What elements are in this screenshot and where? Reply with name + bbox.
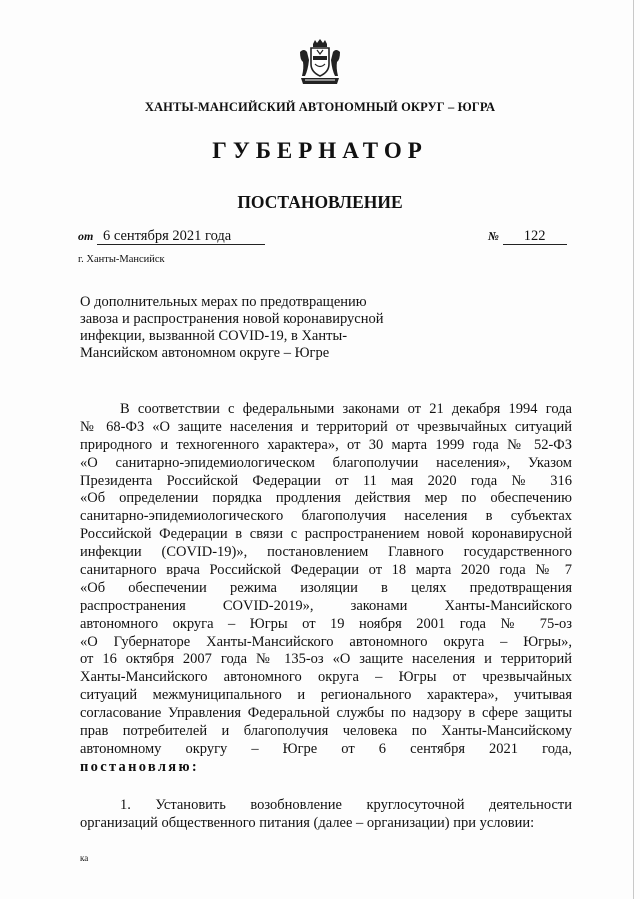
- preamble-line: прав потребителей и благополучия человека по Ханты-Мансийскому: [80, 723, 572, 740]
- preamble-line: санитарного врача Российской Федерации от 18 марта 2020 года № 7: [80, 562, 572, 579]
- decree-type: ПОСТАНОВЛЕНИЕ: [237, 192, 403, 212]
- paragraph-gap: [80, 777, 572, 797]
- footer-mark: ка: [80, 853, 89, 863]
- coat-of-arms-icon: [295, 38, 345, 88]
- preamble-line: № 68-ФЗ «О защите населения и территорий от чрезвычайных ситуаций: [80, 418, 572, 435]
- decree-number: [488, 228, 567, 245]
- subject-line: О дополнительных мерах по предотвращению: [80, 294, 367, 310]
- preamble-line: природного и техногенного характера», от 30 марта 1999 года № 52-ФЗ: [80, 436, 572, 453]
- preamble-line: согласование Управления Федеральной службы по надзору в сфере защиты: [80, 705, 572, 722]
- date-value: 6 сентября 2021 года: [97, 228, 265, 245]
- number-prefix: №: [488, 229, 499, 243]
- subject-line: Мансийском автономном округе – Югре: [80, 345, 330, 361]
- preamble-line: инфекции (COVID-19)», постановлением Главного государственного: [80, 544, 572, 561]
- preamble-line: «О санитарно-эпидемиологическом благополучии населения», Указом: [80, 454, 572, 471]
- preamble-line: «Об определении порядка продления действия мер по обеспечению: [80, 490, 572, 507]
- preamble-line: от 16 октября 2007 года № 135-оз «О защите населения и территорий: [80, 651, 572, 668]
- preamble-line: «Об обеспечении режима изоляции в целях предотвращения: [80, 579, 572, 596]
- scan-edge-line: [633, 0, 634, 899]
- subject-line: завоза и распространения новой коронавирусной: [80, 311, 384, 327]
- preamble-line: «О Губернаторе Ханты-Мансийского автономного округа – Югры»,: [80, 633, 572, 650]
- date-prefix: от: [78, 229, 94, 243]
- item-line: организаций общественного питания (далее – организации) при условии:: [80, 814, 535, 831]
- subject-line: инфекции, вызванной COVID-19, в Ханты-: [80, 328, 348, 344]
- governor-title: ГУБЕРНАТОР: [212, 138, 428, 163]
- preamble-line: Российской Федерации в связи с распространением новой коронавирусной: [80, 526, 572, 543]
- preamble-line: В соответствии с федеральными законами от 21 декабря 1994 года: [120, 401, 572, 417]
- preamble-line: автономного округа – Югры от 19 ноября 2001 года № 75-оз: [80, 615, 572, 632]
- item-line: 1. Установить возобновление круглосуточной деятельности: [120, 796, 572, 813]
- preamble-line: Президента Российской Федерации от 11 мая 2020 года № 316: [80, 472, 572, 489]
- resolve-word: постановляю:: [80, 758, 199, 775]
- preamble-line: распространения COVID-2019», законами Ханты-Мансийского: [80, 597, 572, 614]
- preamble-line: санитарно-эпидемиологического благополучия населения в субъектах: [80, 508, 572, 525]
- preamble-line: автономному округу – Югре от 6 сентября 2021 года,: [80, 740, 572, 757]
- city-name: г. Ханты-Мансийск: [78, 254, 165, 265]
- decree-date: [78, 228, 265, 245]
- region-name: ХАНТЫ-МАНСИЙСКИЙ АВТОНОМНЫЙ ОКРУГ – ЮГРА: [144, 100, 496, 114]
- preamble-line: ситуаций межмуниципального и регионального характера», учитывая: [80, 687, 572, 704]
- number-value: 122: [503, 228, 567, 245]
- preamble-line: Ханты-Мансийского автономного округа – Югры от чрезвычайных: [80, 669, 572, 686]
- decree-body: [80, 401, 572, 832]
- decree-subject: [80, 294, 405, 362]
